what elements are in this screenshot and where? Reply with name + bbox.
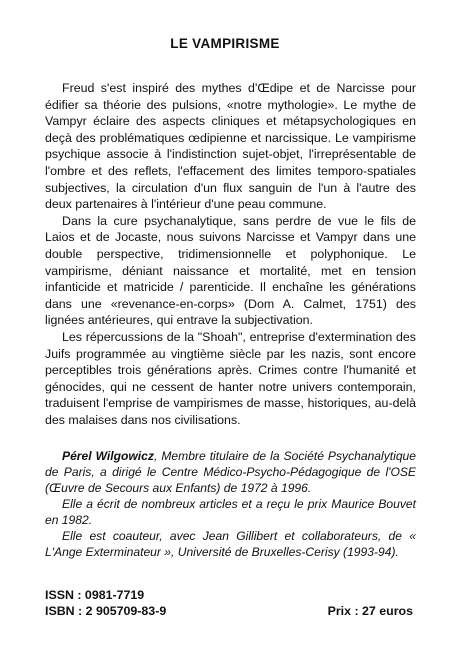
isbn-price-row <box>45 603 425 619</box>
summary-text <box>45 80 416 428</box>
price: Prix : 27 euros <box>327 604 413 618</box>
publication-codes <box>45 587 425 619</box>
author-bio-1 <box>45 448 416 496</box>
author-bio-1-text: , Membre titulaire de la Société Psychanalytique de Paris, a dirigé le Centre Médico-Psycho-Pédagogique de l'OSE (Œuvre de Secours aux Enfants) de 1972 à 1996. <box>45 449 416 495</box>
page-title: LE VAMPIRISME <box>170 36 280 51</box>
paragraph-3: Les répercussions de la "Shoah", entreprise d'extermination des Juifs programmée au vingtième siècle par les nazis, sont encore perceptibles trois générations après. Crimes contre l'humanité et génocides, qui ne cessent de hanter notre univers contemporain, traduisent l'emprise de vampirismes de masse, historiques, au-delà des malaises dans nos civilisations. <box>45 329 416 427</box>
author-bio-3: Elle est coauteur, avec Jean Gillibert et collaborateurs, de « L'Ange Exterminateur », Université de Bruxelles-Cerisy (1993-94). <box>45 529 416 559</box>
author-bio-2: Elle a écrit de nombreux articles et a reçu le prix Maurice Bouvet en 1982. <box>45 497 416 527</box>
author-name: Pérel Wilgowicz <box>62 449 154 463</box>
isbn: ISBN : 2 905709-83-9 <box>45 604 167 618</box>
paragraph-2: Dans la cure psychanalytique, sans perdre de vue le fils de Laios et de Jocaste, nous suivons Narcisse et Vampyr dans une double perspective, tridimensionnelle et polyphonique. Le vampirisme, déniant naissance et mortalité, met en tension infanticide et matricide / parenticide. Il enchaîne les générations dans une «revenance-en-corps» (Dom A. Calmet, 1751) des lignées antérieures, qui entrave la subjectivation. <box>45 213 416 328</box>
author-bio <box>45 448 416 560</box>
paragraph-1: Freud s'est inspiré des mythes d'Œdipe et de Narcisse pour édifier sa théorie des pulsions, «notre mythologie». Le mythe de Vampyr éclaire des aspects cliniques et métapsychologiques en deçà des problématiques œdipienne et narcissique. Le vampirisme psychique associe à l'indistinction sujet-objet, l'irreprésentable de l'ombre et des reflets, l'effacement des limites temporo-spatiales subjectives, la circulation d'un flux sanguin de l'un à l'autre des deux partenaires à l'intérieur d'une peau commune. <box>45 81 416 212</box>
issn: ISSN : 0981-7719 <box>45 588 145 602</box>
